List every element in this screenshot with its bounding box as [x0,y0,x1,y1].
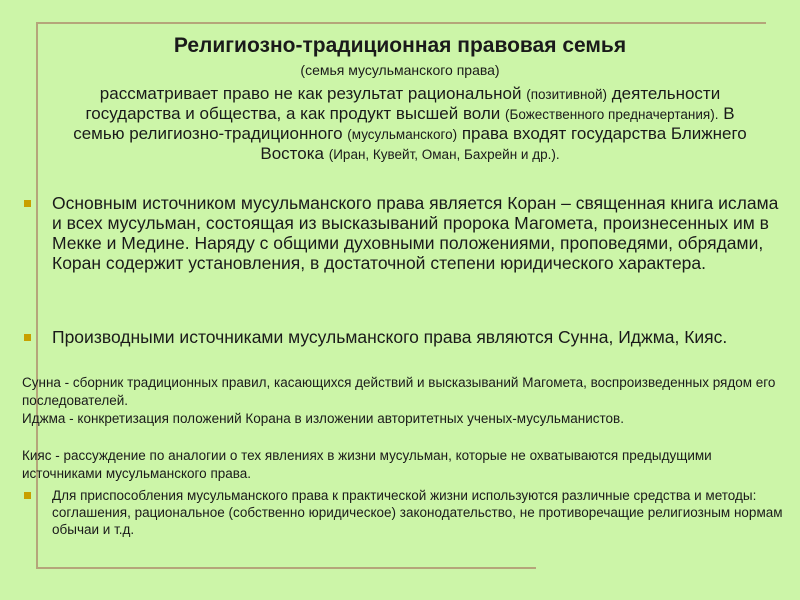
definition-ijma: Иджма - конкретизация положений Корана в изложении авторитетных ученых-мусульманистов. [22,411,624,426]
intro-note-2: (Божественного предначертания). [505,107,719,122]
slide-subtitle: (семья мусульманского права) [300,62,500,78]
frame-left-line [36,22,38,567]
bullet-marker-icon [24,492,31,499]
bullet-marker-icon [24,200,31,207]
frame-bottom-line [36,567,536,569]
definition-sunna: Сунна - сборник традиционных правил, касающихся действий и высказываний Магомета, воспроизведенных рядом его последователей. [22,375,776,408]
frame-top-line [36,22,766,24]
intro-text-2: деятельности государства и общества, а как продукт высшей воли [85,84,721,123]
definition-qiyas: Кияс - рассуждение по аналогии о тех явлениях в жизни мусульман, которые не охватываются предыдущими источниками мусульманского права. [22,448,712,481]
bullet-item-practical-means [52,487,787,538]
intro-paragraph [60,84,760,164]
bullet-text: Основным источником мусульманского права является Коран – священная книга ислама и всех мусульман, состоящая из высказываний пророка Магомета, произнесенных им в Мекке и Медине. Наряду с общими духовными положениями, проповедями, обрядами, Коран содержит установления, в достаточной степени юридического характера. [52,193,779,273]
bullet-item-koran [52,193,787,273]
intro-text-1: рассматривает право не как результат рациональной [99,84,522,103]
slide-title: Религиозно-традиционная правовая семья [173,34,627,57]
intro-note-3: (мусульманского) [347,127,458,142]
intro-note-1: (позитивной) [526,87,608,102]
bullet-text: Производными источниками мусульманского права являются Сунна, Иджма, Кияс. [52,327,728,347]
intro-note-4: (Иран, Кувейт, Оман, Бахрейн и др.). [328,147,560,162]
bullet-marker-icon [24,334,31,341]
intro-text-3: В семью религиозно-традиционного [73,104,735,143]
bullet-text: Для приспособления мусульманского права к практической жизни используются различные средства и методы: соглашения, рациональное (собственно юридическое) законодательство, не противоречащие религиозным нормам обычаи и т.д. [52,488,783,537]
bullet-item-derived-sources [52,327,787,347]
intro-text-4: права входят государства Ближнего Востока [260,124,747,163]
